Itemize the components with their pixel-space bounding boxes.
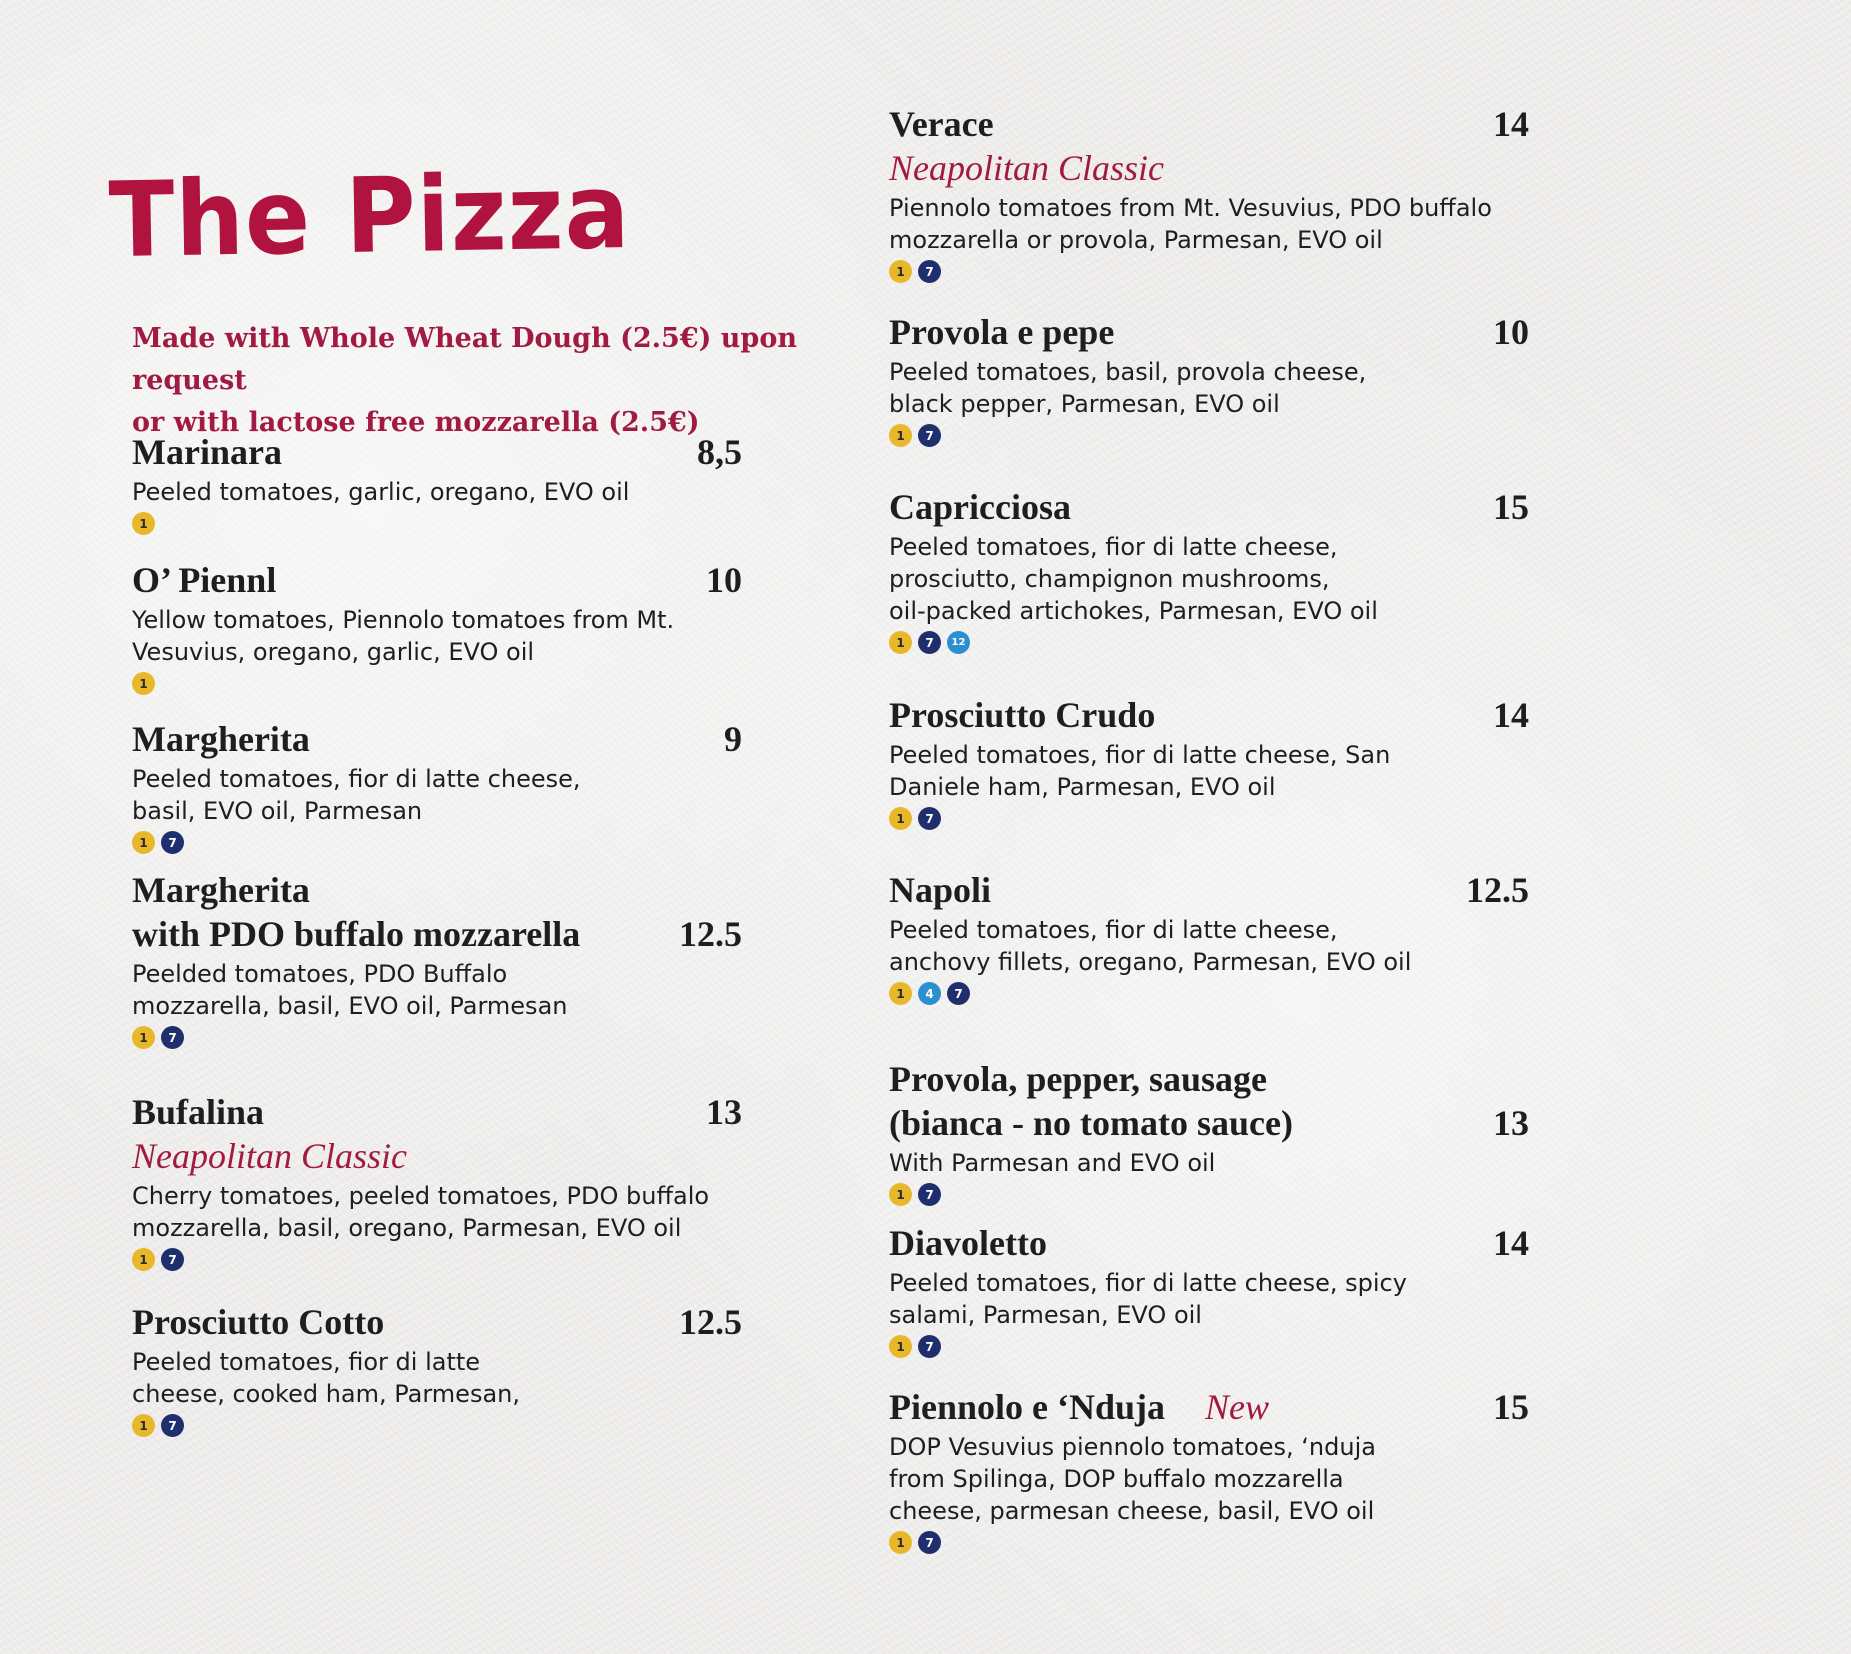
item-price: 9 [724,719,742,759]
item-header [132,912,742,956]
item-name: Margherita [132,719,310,759]
item-name-row [132,558,276,602]
item-name: Prosciutto Cotto [132,1302,385,1342]
item-description [132,1180,742,1244]
allergen-list [889,631,1529,654]
description-line: salami, Parmesan, EVO oil [889,1301,1202,1329]
allergen-list [132,1414,742,1437]
allergen-badge: 7 [918,631,941,654]
item-price: 12.5 [679,914,742,954]
description-line: cheese, cooked ham, Parmesan, [132,1380,520,1408]
item-name: Napoli [889,870,992,910]
item-name-row [889,1385,1269,1429]
allergen-list [889,1335,1529,1358]
item-description [889,531,1529,627]
allergen-badge: 7 [161,1248,184,1271]
item-name: Bufalina [132,1092,265,1132]
item-name-row [889,485,1071,529]
item-name: Provola, pepper, sausage [889,1059,1268,1099]
item-description [132,763,742,827]
description-line: oil-packed artichokes, Parmesan, EVO oil [889,597,1378,625]
menu-item [132,1300,742,1437]
description-line: Yellow tomatoes, Piennolo tomatoes from Mt. [132,606,675,634]
description-line: mozzarella, basil, EVO oil, Parmesan [132,992,568,1020]
allergen-badge: 7 [918,1335,941,1358]
allergen-badge: 12 [947,631,970,654]
description-line: anchovy fillets, oregano, Parmesan, EVO oil [889,948,1412,976]
allergen-badge: 1 [889,807,912,830]
item-name-row [132,1090,264,1134]
menu-item [889,1385,1529,1554]
description-line: mozzarella, basil, oregano, Parmesan, EVO oil [132,1214,682,1242]
item-description [889,1431,1529,1527]
description-line: DOP Vesuvius piennolo tomatoes, ‘nduja [889,1433,1376,1461]
item-price: 13 [706,1092,742,1132]
item-header [889,1385,1529,1429]
allergen-list [132,672,742,695]
item-name-line-2: with PDO buffalo mozzarella [132,914,581,954]
item-description [132,476,742,508]
allergen-badge: 1 [132,1414,155,1437]
allergen-list [889,1531,1529,1554]
allergen-badge: 1 [132,512,155,535]
item-header [889,1101,1529,1145]
menu-item [889,485,1529,654]
description-line: Peeled tomatoes, fior di latte cheese, [889,533,1338,561]
menu-item [132,1090,742,1271]
menu-item [889,1057,1529,1206]
item-description [889,192,1529,256]
item-name-row [889,868,991,912]
description-line: Peeled tomatoes, fior di latte cheese, spicy [889,1269,1407,1297]
item-name-row [889,693,1155,737]
item-header [889,693,1529,737]
item-name: Prosciutto Crudo [889,695,1156,735]
allergen-list [889,982,1529,1005]
intro-line-1: Made with Whole Wheat Dough (2.5€) upon request [132,323,797,396]
item-name: Piennolo e ‘Nduja [889,1387,1166,1427]
allergen-badge: 7 [161,831,184,854]
allergen-badge: 4 [918,982,941,1005]
item-price: 14 [1493,695,1529,735]
item-header [889,310,1529,354]
intro-line-2: or with lactose free mozzarella (2.5€) [132,407,700,438]
description-line: mozzarella or provola, Parmesan, EVO oil [889,226,1383,254]
item-description [889,1267,1529,1331]
item-header [132,430,742,474]
item-name: Marinara [132,432,282,472]
description-line: Peeled tomatoes, fior di latte cheese, [132,765,581,793]
item-header [889,485,1529,529]
item-subtitle: Neapolitan Classic [132,1136,408,1176]
item-name: O’ Piennl [132,560,277,600]
menu-item [132,868,742,1049]
item-description [889,1147,1529,1179]
allergen-badge: 7 [918,260,941,283]
allergen-badge: 1 [889,1183,912,1206]
allergen-badge: 1 [132,1248,155,1271]
item-name-line-2: (bianca - no tomato sauce) [889,1103,1293,1143]
allergen-badge: 7 [161,1026,184,1049]
allergen-badge: 7 [161,1414,184,1437]
allergen-list [889,260,1529,283]
menu-item [132,430,742,535]
menu-item [889,693,1529,830]
item-price: 12.5 [1466,870,1529,910]
item-price: 13 [1493,1103,1529,1143]
item-name-row [889,102,994,146]
description-line: basil, EVO oil, Parmesan [132,797,423,825]
item-header [889,868,1529,912]
allergen-badge: 1 [889,631,912,654]
description-line: Peeled tomatoes, fior di latte [132,1348,481,1376]
item-header [132,558,742,602]
allergen-badge: 7 [918,1531,941,1554]
item-header [889,1221,1529,1265]
item-name-row [889,1221,1047,1265]
menu-item [132,558,742,695]
item-subtitle: Neapolitan Classic [889,148,1165,188]
description-line: prosciutto, champignon mushrooms, [889,565,1330,593]
menu-item [889,310,1529,447]
intro-note [132,318,852,444]
item-name: Capricciosa [889,487,1071,527]
description-line: Peeled tomatoes, basil, provola cheese, [889,358,1367,386]
item-name: Margherita [132,870,310,910]
item-name: Provola e pepe [889,312,1115,352]
description-line: With Parmesan and EVO oil [889,1149,1216,1177]
description-line: Peeled tomatoes, fior di latte cheese, San [889,741,1391,769]
allergen-badge: 1 [889,1335,912,1358]
allergen-list [132,512,742,535]
allergen-badge: 7 [918,1183,941,1206]
allergen-badge: 1 [132,672,155,695]
item-price: 15 [1493,1387,1529,1427]
allergen-list [132,1248,742,1271]
menu-item [889,102,1529,283]
item-price: 14 [1493,1223,1529,1263]
menu-item [889,1221,1529,1358]
description-line: Cherry tomatoes, peeled tomatoes, PDO buffalo [132,1182,710,1210]
item-header [132,1090,742,1134]
description-line: Piennolo tomatoes from Mt. Vesuvius, PDO buffalo [889,194,1492,222]
item-description [132,958,742,1022]
allergen-badge: 1 [132,831,155,854]
allergen-list [132,1026,742,1049]
description-line: Vesuvius, oregano, garlic, EVO oil [132,638,535,666]
description-line: Peeled tomatoes, garlic, oregano, EVO oil [132,478,630,506]
description-line: Peelded tomatoes, PDO Buffalo [132,960,508,988]
page-title: The Pizza [108,150,632,281]
item-price: 10 [1493,312,1529,352]
item-price: 12.5 [679,1302,742,1342]
item-name-row [132,717,310,761]
allergen-badge: 1 [889,260,912,283]
allergen-badge: 1 [889,982,912,1005]
item-description [889,914,1529,978]
allergen-list [132,831,742,854]
item-description [889,739,1529,803]
new-badge: New [1205,1387,1270,1427]
description-line: cheese, parmesan cheese, basil, EVO oil [889,1497,1375,1525]
item-name: Verace [889,104,994,144]
item-name-row [132,1300,384,1344]
item-description [889,356,1529,420]
allergen-list [889,424,1529,447]
item-price: 15 [1493,487,1529,527]
allergen-badge: 1 [889,1531,912,1554]
menu-item [132,717,742,854]
description-line: Daniele ham, Parmesan, EVO oil [889,773,1276,801]
menu-item [889,868,1529,1005]
item-description [132,1346,742,1410]
allergen-badge: 1 [889,424,912,447]
allergen-badge: 7 [918,424,941,447]
description-line: from Spilinga, DOP buffalo mozzarella [889,1465,1344,1493]
allergen-badge: 7 [947,982,970,1005]
item-name-row [132,430,282,474]
item-name-row [889,310,1114,354]
description-line: black pepper, Parmesan, EVO oil [889,390,1280,418]
item-header [132,717,742,761]
description-line: Peeled tomatoes, fior di latte cheese, [889,916,1338,944]
allergen-badge: 7 [918,807,941,830]
item-description [132,604,742,668]
item-header [889,102,1529,146]
item-price: 8,5 [697,432,742,472]
item-price: 14 [1493,104,1529,144]
item-price: 10 [706,560,742,600]
item-header [132,1300,742,1344]
allergen-list [889,1183,1529,1206]
allergen-list [889,807,1529,830]
item-name: Diavoletto [889,1223,1047,1263]
allergen-badge: 1 [132,1026,155,1049]
